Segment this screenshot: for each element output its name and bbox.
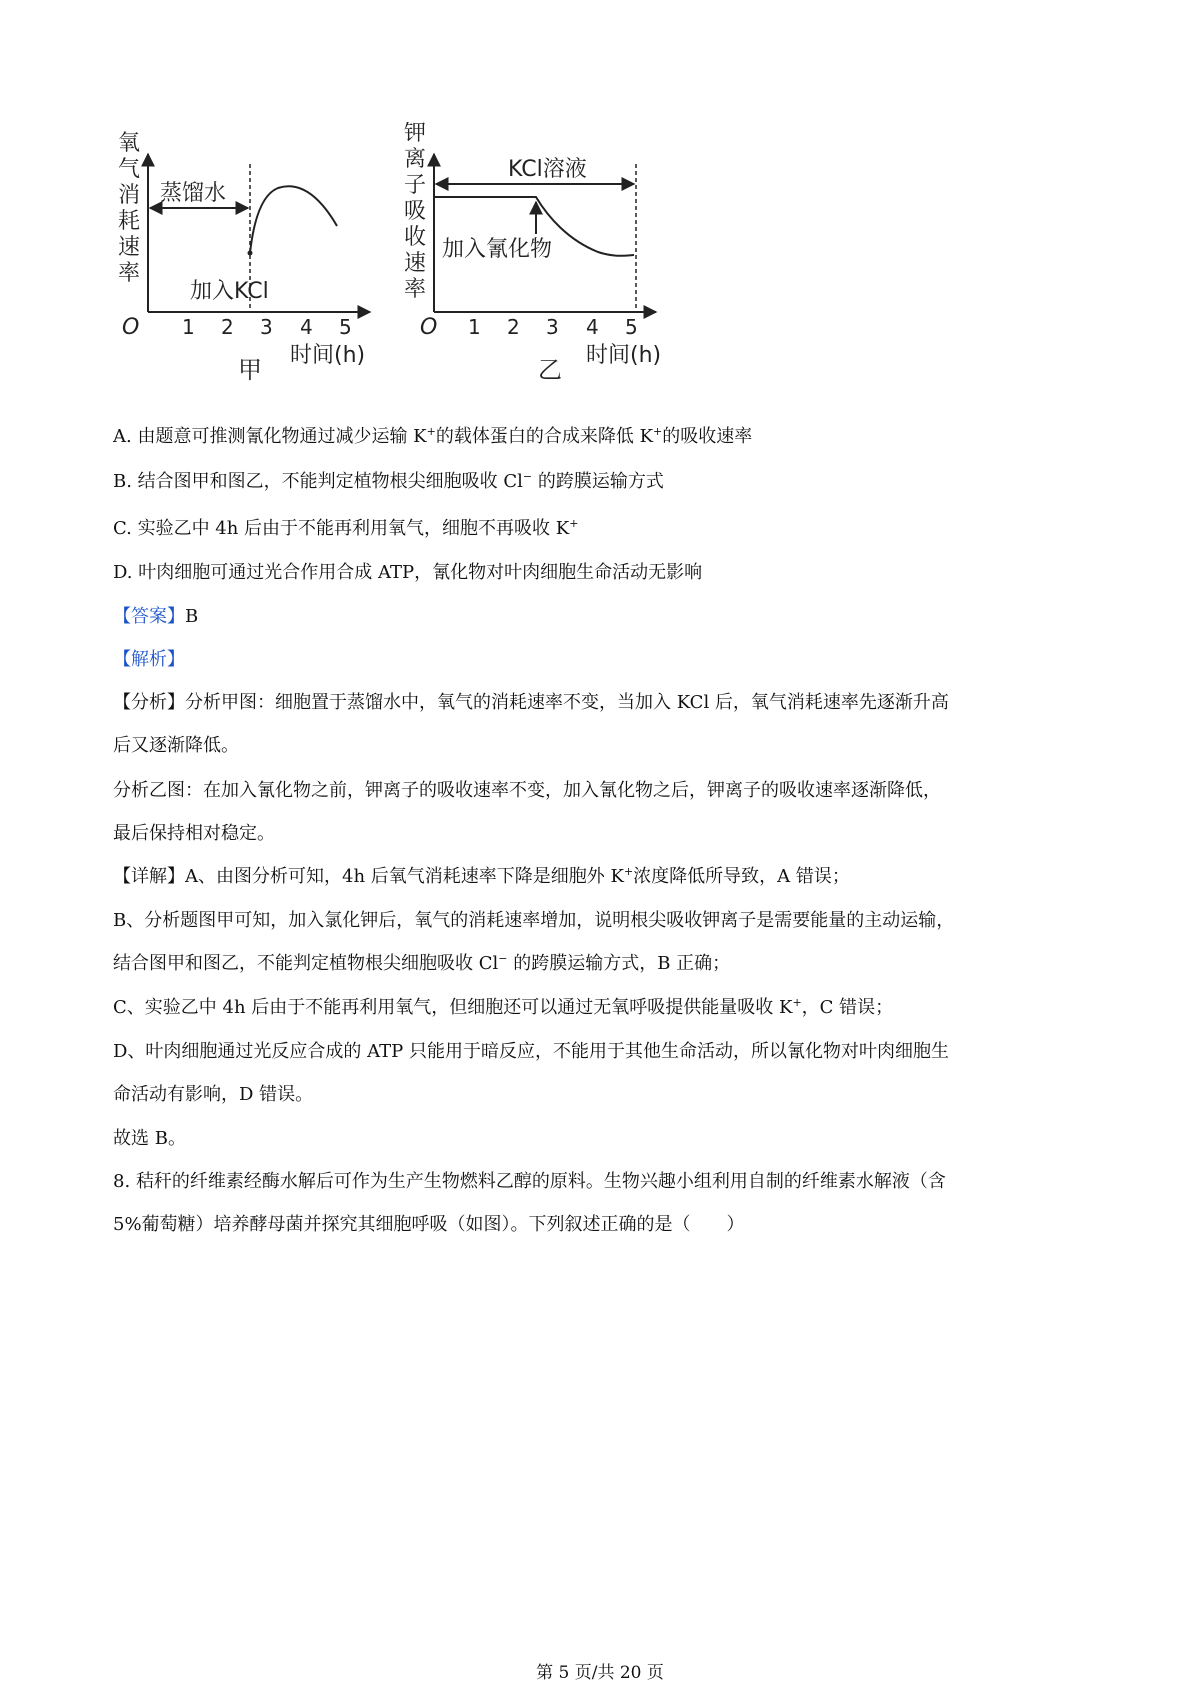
analysis-fenxi-1 bbox=[113, 688, 1103, 718]
option-b-text-2: 的跨膜运输方式 bbox=[532, 471, 664, 492]
analysis-fenxi-2: 后又逐渐降低。 bbox=[113, 735, 239, 756]
detail-c-text-1: C、实验乙中 4h 后由于不能再利用氧气，但细胞还可以通过无氧呼吸提供能量吸收 K bbox=[113, 997, 793, 1018]
detail-c bbox=[113, 993, 1103, 1023]
jia-tick-2: 2 bbox=[221, 315, 234, 339]
jia-caption: 甲 bbox=[238, 356, 262, 384]
option-c bbox=[113, 514, 1103, 544]
jia-tick-3: 3 bbox=[260, 315, 273, 339]
yi-ylabel-char: 吸 bbox=[404, 199, 427, 224]
detail-d-1: D、叶肉细胞通过光反应合成的 ATP 只能用于暗反应，不能用于其他生命活动，所以氰化物对叶肉细胞生 bbox=[113, 1041, 950, 1062]
conclusion: 故选 B。 bbox=[113, 1128, 186, 1149]
yi-caption: 乙 bbox=[538, 356, 562, 384]
sup-plus: + bbox=[426, 425, 436, 438]
option-a-text-2: 的载体蛋白的合成来降低 K bbox=[435, 426, 654, 447]
detail-b-text-2: 的跨膜运输方式，B 正确； bbox=[507, 953, 731, 974]
answer-label: 【答案】 bbox=[113, 606, 185, 627]
yi-x-label: 时间(h) bbox=[586, 343, 662, 368]
yi-tick-3: 3 bbox=[546, 315, 559, 339]
sup-plus: + bbox=[623, 865, 634, 878]
option-c-text: C. 实验乙中 4h 后由于不能再利用氧气，细胞不再吸收 K bbox=[113, 518, 570, 539]
detail-b-text-1: 结合图甲和图乙，不能判定植物根尖细胞吸收 Cl bbox=[113, 953, 499, 974]
option-b-text-1: B. 结合图甲和图乙，不能判定植物根尖细胞吸收 Cl bbox=[113, 471, 523, 492]
sup-minus: − bbox=[498, 952, 508, 965]
jia-event-label: 加入KCl bbox=[190, 279, 269, 304]
jia-ylabel-char: 率 bbox=[118, 261, 141, 286]
option-a-text-3: 的吸收速率 bbox=[662, 426, 753, 447]
detail-d-2: 命活动有影响，D 错误。 bbox=[113, 1084, 314, 1105]
sup-minus: − bbox=[522, 470, 533, 483]
analysis-label: 【解析】 bbox=[113, 649, 185, 670]
jia-ylabel-char: 气 bbox=[118, 157, 141, 182]
question-8-line-1: 8. 秸秆的纤维素经酶水解后可作为生产生物燃料乙醇的原料。生物兴趣小组利用自制的纤维素水解液（含 bbox=[113, 1171, 946, 1192]
analysis-yi-1: 分析乙图：在加入氰化物之前，钾离子的吸收速率不变，加入氰化物之后，钾离子的吸收速率逐渐降低， bbox=[113, 780, 941, 801]
analysis-yi-2: 最后保持相对稳定。 bbox=[113, 823, 275, 844]
yi-origin: O bbox=[420, 315, 438, 340]
yi-tick-1: 1 bbox=[468, 315, 481, 339]
jia-point bbox=[248, 251, 253, 256]
option-d: D. 叶肉细胞可通过光合作用合成 ATP，氰化物对叶肉细胞生命活动无影响 bbox=[113, 562, 703, 583]
graph-jia bbox=[118, 131, 370, 384]
answer-value: B bbox=[185, 606, 199, 627]
yi-tick-4: 4 bbox=[586, 315, 599, 339]
sup-plus: + bbox=[569, 517, 579, 530]
graphs-svg bbox=[108, 122, 748, 422]
page-footer: 第 5 页/共 20 页 bbox=[536, 1663, 664, 1683]
option-b bbox=[113, 467, 1103, 497]
analysis-heading bbox=[113, 645, 1103, 675]
detail-b-1: B、分析题图甲可知，加入氯化钾后，氧气的消耗速率增加，说明根尖吸收钾离子是需要能量的主动运输， bbox=[113, 910, 955, 931]
yi-tick-2: 2 bbox=[507, 315, 520, 339]
fenxi-label: 【分析】 bbox=[113, 692, 185, 713]
jia-ylabel-char: 耗 bbox=[118, 209, 141, 234]
sup-plus: + bbox=[792, 996, 802, 1009]
jia-curve-decline bbox=[250, 186, 337, 253]
detail-c-text-2: ，C 错误； bbox=[801, 997, 894, 1018]
jia-x-label: 时间(h) bbox=[290, 343, 366, 368]
option-a-text-1: A. 由题意可推测氰化物通过减少运输 K bbox=[113, 426, 427, 447]
jia-ylabel-char: 消 bbox=[118, 183, 141, 208]
yi-ylabel-char: 钾 bbox=[404, 122, 427, 146]
yi-ylabel-char: 率 bbox=[404, 277, 427, 302]
jia-tick-5: 5 bbox=[339, 315, 352, 339]
jia-segment-label: 蒸馏水 bbox=[160, 181, 227, 206]
figure-graphs bbox=[108, 122, 748, 422]
detail-a-text-2: 浓度降低所导致，A 错误； bbox=[633, 866, 850, 887]
sup-plus: + bbox=[653, 425, 663, 438]
option-a bbox=[113, 422, 1103, 452]
detail-a bbox=[113, 862, 1103, 892]
yi-ylabel-char: 速 bbox=[404, 251, 427, 276]
yi-ylabel-char: 离 bbox=[404, 147, 427, 172]
answer-line bbox=[113, 602, 1103, 632]
yi-event-label: 加入氰化物 bbox=[442, 237, 553, 262]
graph-yi bbox=[404, 122, 661, 384]
jia-ylabel-char: 氧 bbox=[118, 131, 141, 156]
xiangjie-label: 【详解】 bbox=[113, 866, 185, 887]
yi-segment-label: KCl溶液 bbox=[508, 157, 587, 182]
jia-tick-4: 4 bbox=[300, 315, 313, 339]
yi-ylabel-char: 收 bbox=[404, 225, 427, 250]
jia-origin: O bbox=[122, 315, 140, 340]
yi-ylabel-char: 子 bbox=[404, 173, 427, 198]
detail-b-2 bbox=[113, 949, 1103, 979]
question-8-line-2: 5%葡萄糖）培养酵母菌并探究其细胞呼吸（如图）。下列叙述正确的是（ ） bbox=[113, 1214, 745, 1235]
jia-tick-1: 1 bbox=[182, 315, 195, 339]
yi-tick-5: 5 bbox=[625, 315, 638, 339]
fenxi-text-1: 分析甲图：细胞置于蒸馏水中，氧气的消耗速率不变，当加入 KCl 后，氧气消耗速率先逐渐升高 bbox=[185, 692, 949, 713]
jia-ylabel-char: 速 bbox=[118, 235, 141, 260]
detail-a-text-1: A、由图分析可知，4h 后氧气消耗速率下降是细胞外 K bbox=[185, 866, 624, 887]
